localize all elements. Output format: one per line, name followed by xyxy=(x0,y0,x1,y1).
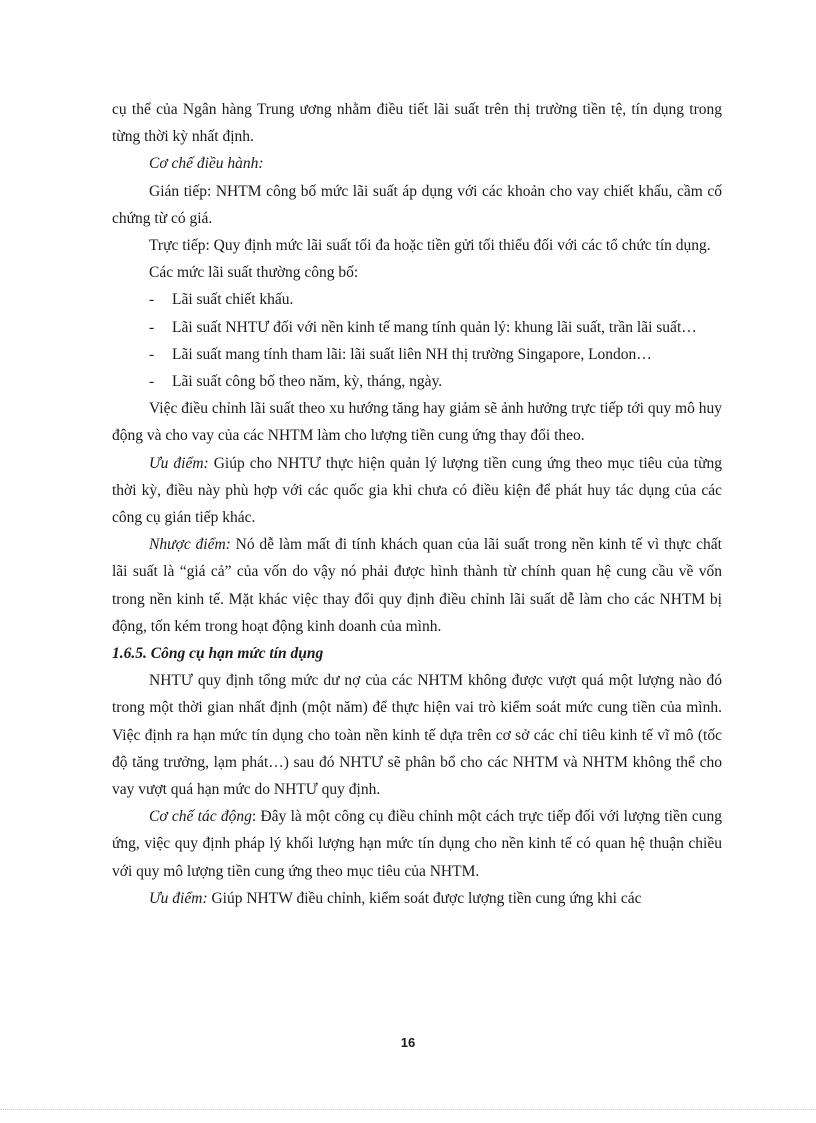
paragraph-text: Giúp NHTW điều chỉnh, kiểm soát được lượng tiền cung ứng khi các xyxy=(207,889,642,907)
list-item-text: Lãi suất chiết khấu. xyxy=(172,291,294,309)
label-nhuoc-diem: Nhược điểm: xyxy=(149,536,231,554)
section-heading: 1.6.5. Công cụ hạn mức tín dụng xyxy=(112,645,324,663)
bullet-dash: - xyxy=(149,291,155,309)
label-uu-diem: Ưu điểm: xyxy=(149,454,209,472)
list-item xyxy=(112,368,722,395)
list-item xyxy=(112,286,722,313)
paragraph: NHTƯ quy định tổng mức dư nợ của các NHTM không được vượt quá một lượng nào đó trong một thời gian nhất định (một năm) để thực hiện vai trò kiểm soát mức cung tiền của mình. Việc định ra hạn mức tín dụng cho toàn nền kinh tế dựa trên cơ sở các chỉ tiêu kinh tế vĩ mô (tốc độ tăng trưởng, lạm phát…) sau đó NHTƯ sẽ phân bổ cho các NHTM và NHTM không thể cho vay vượt quá hạn mức do NHTƯ quy định. xyxy=(112,672,722,799)
list-item-text: Lãi suất mang tính tham lãi: lãi suất liên NH thị trường Singapore, London… xyxy=(172,345,652,363)
paragraph: Các mức lãi suất thường công bố: xyxy=(149,264,359,282)
footer-divider xyxy=(0,1109,816,1110)
list-item xyxy=(112,314,722,341)
label-uu-diem: Ưu điểm: xyxy=(149,889,208,907)
list-item-text: Lãi suất công bố theo năm, kỳ, tháng, ngày. xyxy=(172,373,443,391)
paragraph: cụ thể của Ngân hàng Trung ương nhằm điều tiết lãi suất trên thị trường tiền tệ, tín dụng trong từng thời kỳ nhất định. xyxy=(112,101,722,146)
page-number: 16 xyxy=(400,1035,416,1050)
paragraph-text: Nó dễ làm mất đi tính khách quan của lãi suất trong nền kinh tế vì thực chất lãi suất là “giá cả” của vốn do vậy nó phải được hình thành từ chính quan hệ cung cầu về vốn trong nền kinh tế. Mặt khác việc thay đổi quy định điều chỉnh lãi suất dễ làm cho các NHTM bị động, tốn kém trong hoạt động kinh doanh của mình. xyxy=(112,536,722,635)
bullet-dash: - xyxy=(149,345,155,363)
paragraph xyxy=(112,885,722,912)
bullet-dash: - xyxy=(149,373,155,391)
document-page xyxy=(112,96,722,912)
paragraph-text: : Đây là một công cụ điều chỉnh một cách trực tiếp đối với lượng tiền cung ứng, việc quy định pháp lý khối lượng hạn mức tín dụng cho nền kinh tế có quan hệ thuận chiều với quy mô lượng tiền cung ứng theo mục tiêu của NHTM. xyxy=(112,808,723,880)
paragraph: Trực tiếp: Quy định mức lãi suất tối đa hoặc tiền gửi tối thiểu đối với các tổ chức tín dụng. xyxy=(149,237,711,255)
label-co-che-dieu-hanh: Cơ chế điều hành: xyxy=(149,155,264,173)
paragraph xyxy=(112,450,722,532)
label-co-che-tac-dong: Cơ chế tác động xyxy=(149,808,252,826)
paragraph xyxy=(112,803,722,885)
paragraph: Gián tiếp: NHTM công bố mức lãi suất áp dụng với các khoản cho vay chiết khấu, cầm cố chứng từ có giá. xyxy=(112,182,722,227)
paragraph-text: Giúp cho NHTƯ thực hiện quản lý lượng tiền cung ứng theo mục tiêu của từng thời kỳ, điều này phù hợp với các quốc gia khi chưa có điều kiện để phát huy tác dụng của các công cụ gián tiếp khác. xyxy=(112,454,722,527)
paragraph xyxy=(112,531,722,640)
list-item-text: Lãi suất NHTƯ đối với nền kinh tế mang tính quản lý: khung lãi suất, trần lãi suất… xyxy=(172,318,697,336)
list-item xyxy=(112,341,722,368)
paragraph-label xyxy=(112,150,722,177)
bullet-dash: - xyxy=(149,318,155,336)
paragraph: Việc điều chỉnh lãi suất theo xu hướng tăng hay giảm sẽ ảnh hưởng trực tiếp tới quy mô huy động và cho vay của các NHTM làm cho lượng tiền cung ứng thay đổi theo. xyxy=(112,400,722,445)
